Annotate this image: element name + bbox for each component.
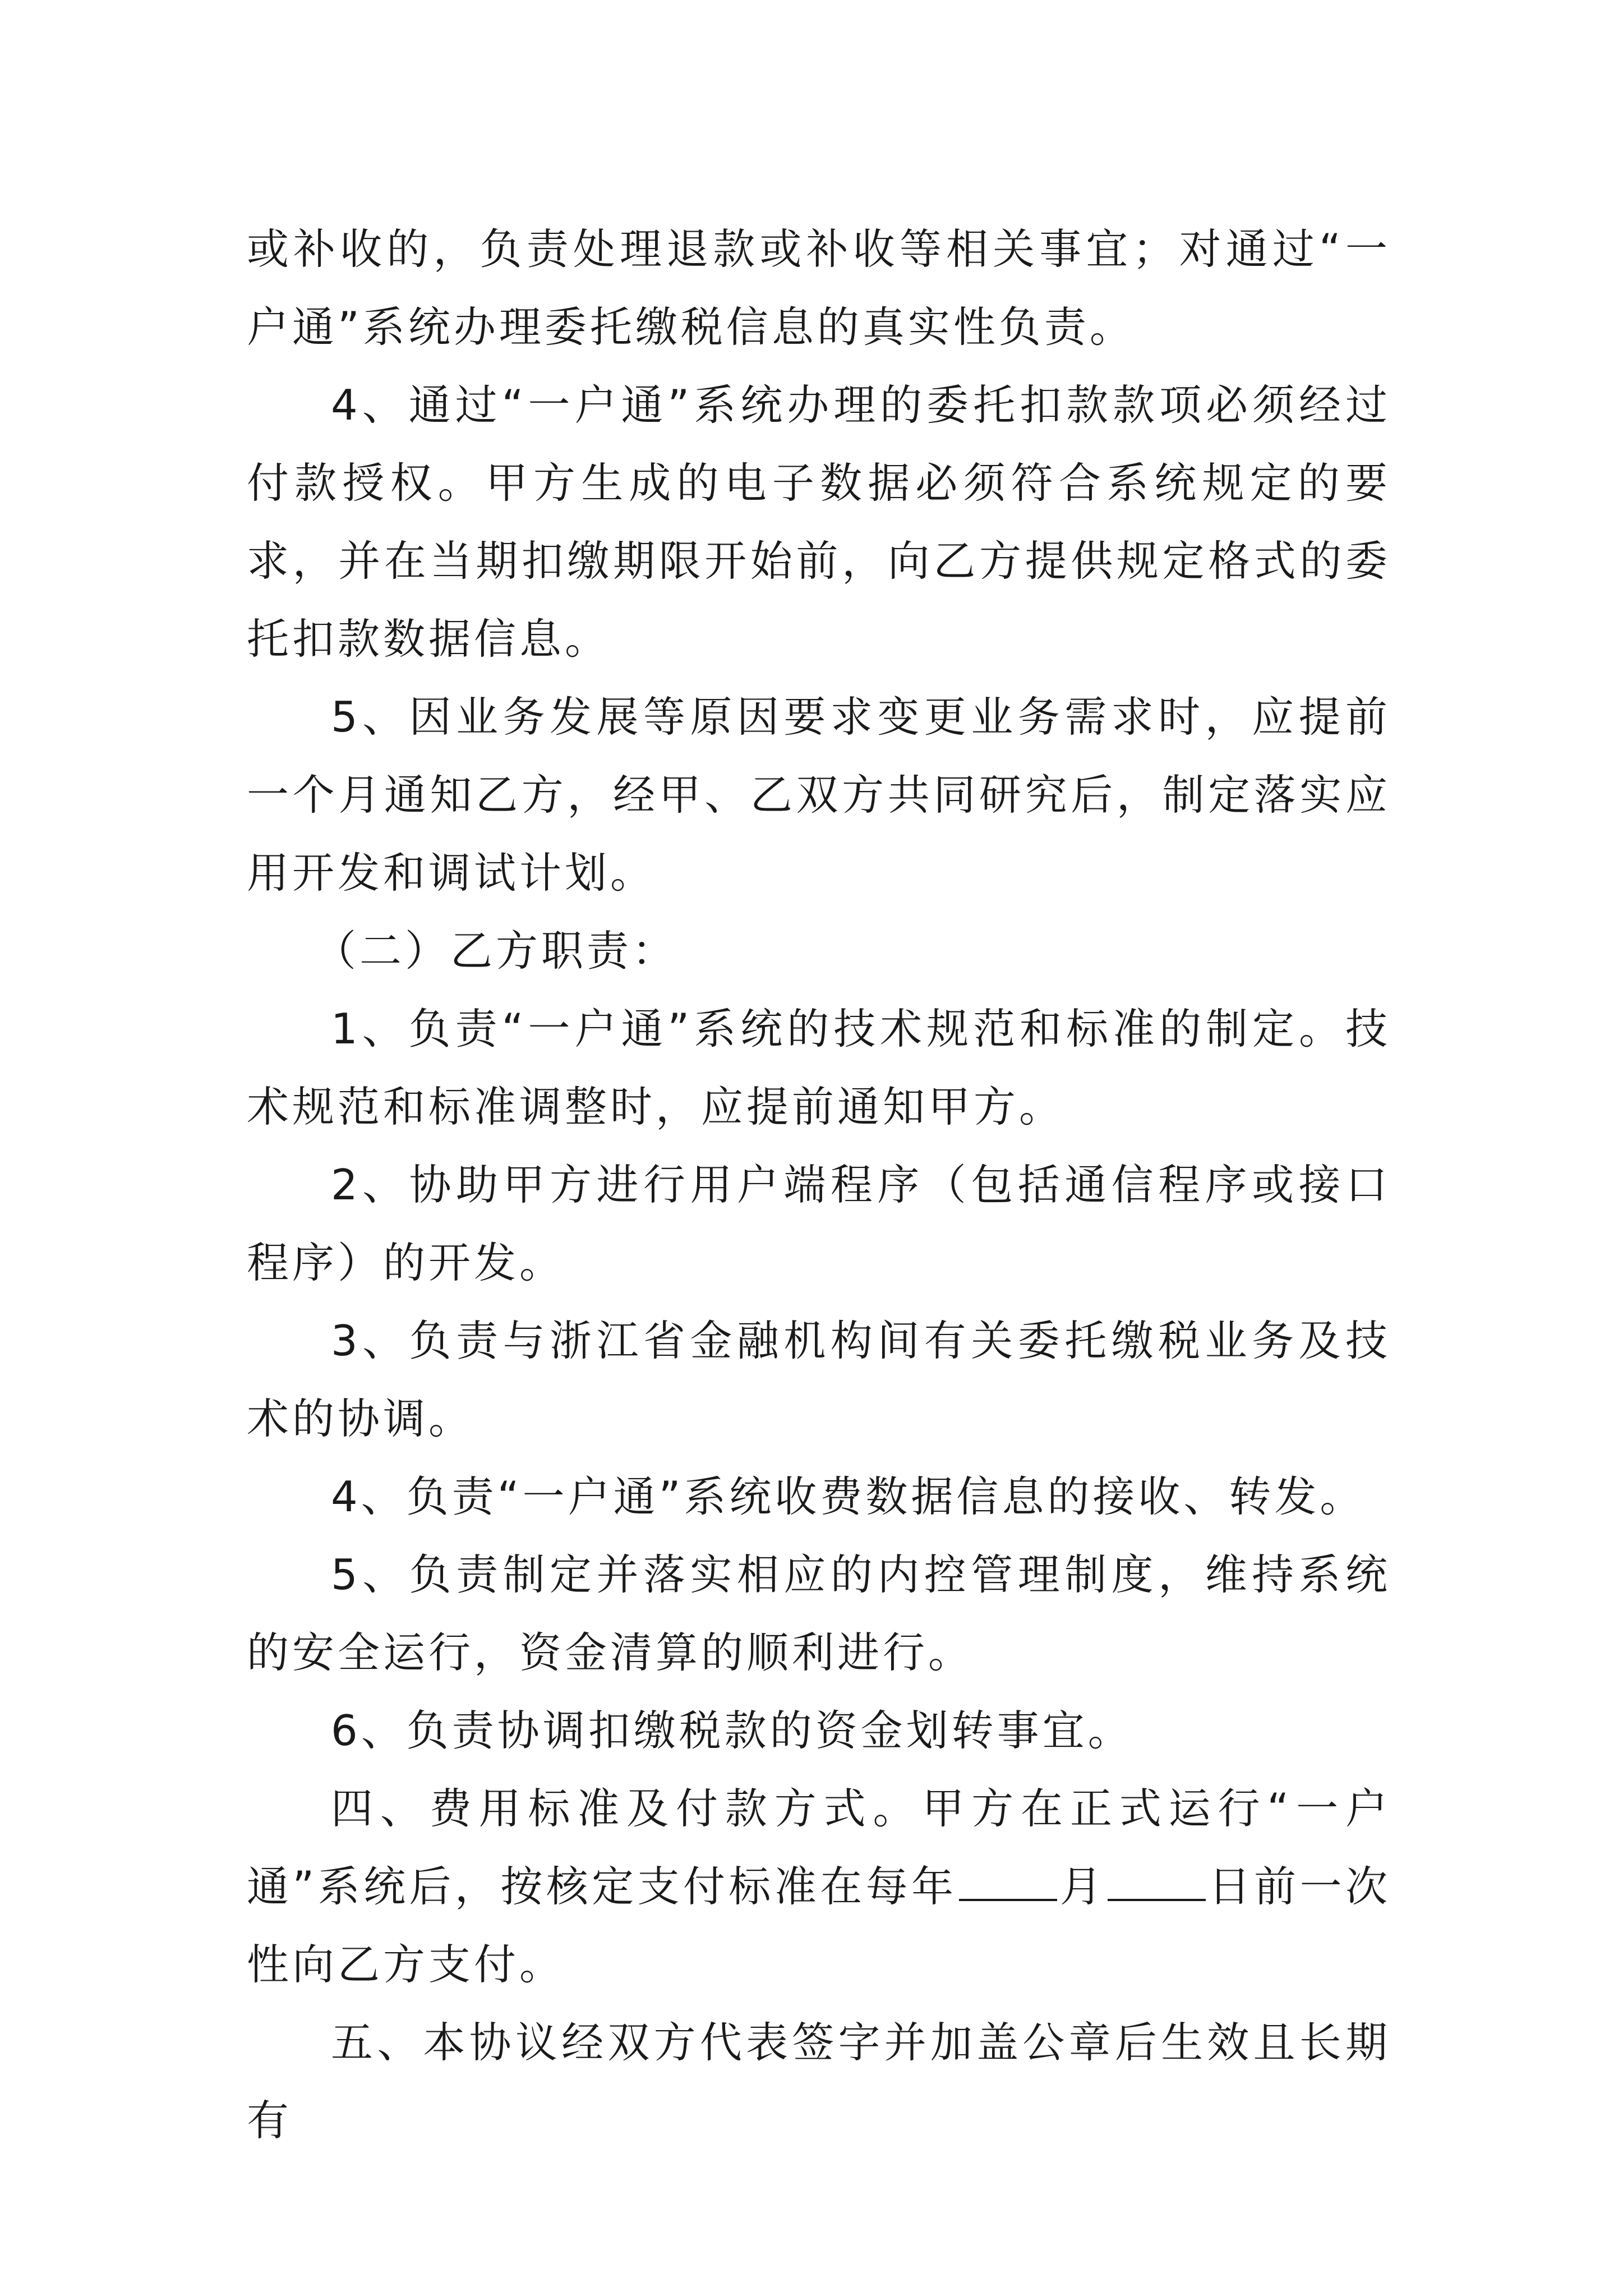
day-blank [1108,1860,1206,1901]
fee-text-part3: 日前一次性向乙方支付。 [247,1862,1391,1989]
fee-text-part1: 四、费用标准及付款方式。甲方在正式运行“一户通”系统后，按核定支付标准在每年 [247,1784,1391,1911]
paragraph-party-b-item-5: 5、负责制定并落实相应的内控管理制度，维持系统的安全运行，资金清算的顺利进行。 [247,1550,1391,1677]
paragraph-party-b-item-2: 2、协助甲方进行用户端程序（包括通信程序或接口程序）的开发。 [247,1160,1391,1287]
paragraph-party-a-item-5: 5、因业务发展等原因要求变更业务需求时，应提前一个月通知乙方，经甲、乙双方共同研究后，制定落实应用开发和调试计划。 [247,692,1391,898]
month-blank [959,1860,1057,1901]
paragraph-party-b-item-4: 4、负责“一户通”系统收费数据信息的接收、转发。 [331,1472,1366,1521]
paragraph-fee-and-payment [247,1770,1391,2004]
paragraph-party-a-item-4: 4、通过“一户通”系统办理的委托扣款款项必须经过付款授权。甲方生成的电子数据必须符合系统规定的要求，并在当期扣缴期限开始前，向乙方提供规定格式的委托扣款数据信息。 [247,380,1391,664]
paragraph-responsibility-continuation: 或补收的，负责处理退款或补收等相关事宜；对通过“一户通”系统办理委托缴税信息的真实性负责。 [247,224,1391,352]
fee-text-part2: 月 [1059,1862,1106,1911]
paragraph-party-b-item-3: 3、负责与浙江省金融机构间有关委托缴税业务及技术的协调。 [247,1316,1391,1443]
document-body [247,210,1391,2160]
paragraph-party-b-item-1: 1、负责“一户通”系统的技术规范和标准的制定。技术规范和标准调整时，应提前通知甲方。 [247,1004,1391,1131]
paragraph-party-b-item-6: 6、负责协调扣缴税款的资金划转事宜。 [331,1706,1133,1755]
section-heading-party-b-duties: （二）乙方职责： [314,926,678,976]
paragraph-agreement-effective: 五、本协议经双方代表签字并加盖公章后生效且长期有 [247,2018,1391,2145]
